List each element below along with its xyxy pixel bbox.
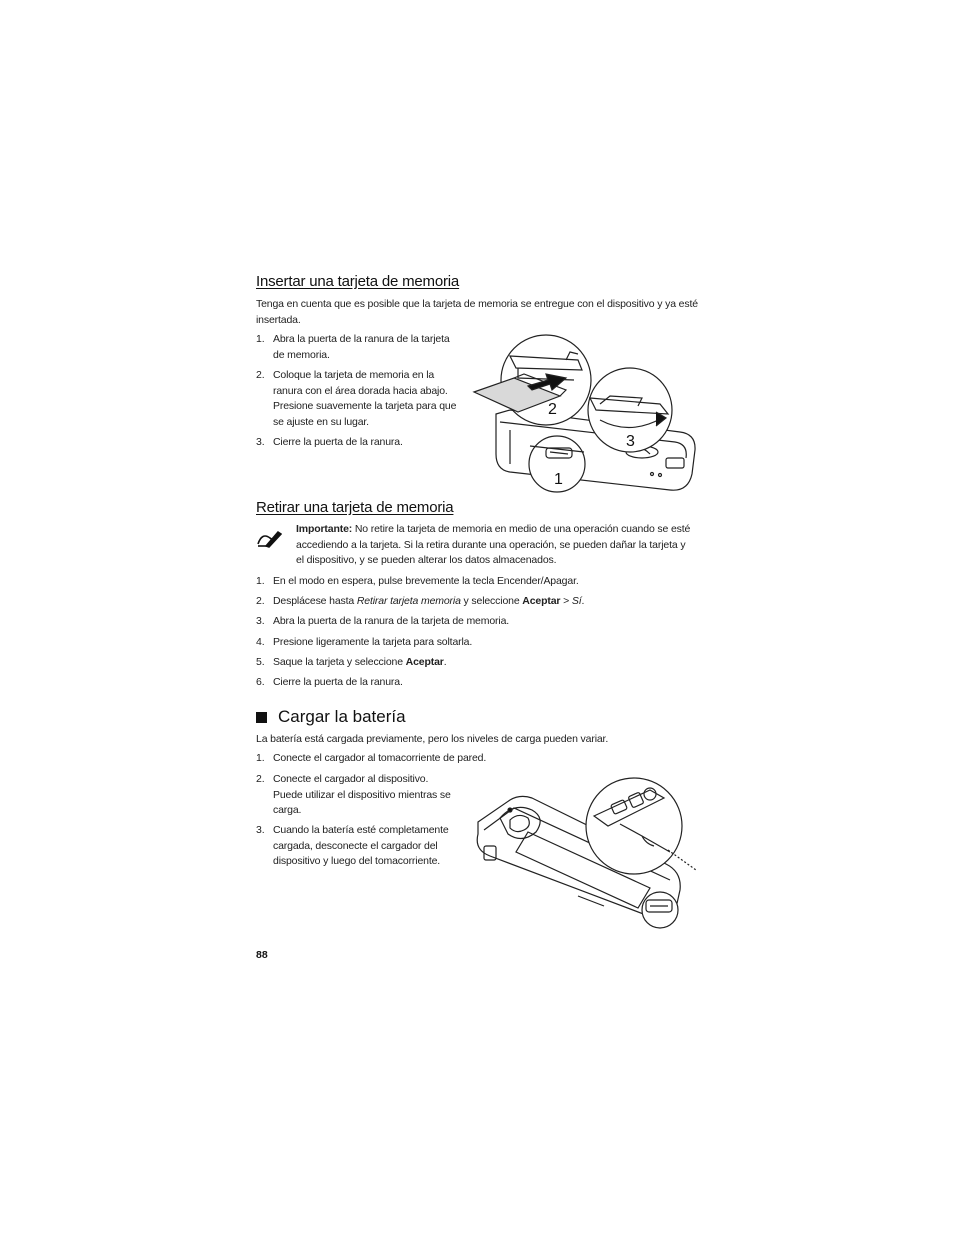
step-text: Abra la puerta de la ranura de la tarjeta de memoria. [273, 615, 510, 627]
remove-step-6 [256, 675, 696, 691]
pen-writing-icon [256, 528, 282, 548]
step-text-part: . [581, 595, 585, 607]
remove-step-4 [256, 635, 696, 651]
step-text [273, 655, 696, 671]
step-number: 2. [256, 773, 265, 785]
step-number: 2. [256, 595, 265, 607]
step-text: Abra la puerta de la ranura de la tarjeta de memoria. [273, 333, 450, 361]
insert-step-1 [256, 332, 456, 363]
insert-card-heading: Insertar una tarjeta de memoria [256, 273, 460, 290]
charge-battery-intro: La batería está cargada previamente, pero los niveles de carga pueden variar. [256, 733, 609, 745]
charge-battery-title: Cargar la batería [278, 707, 406, 726]
step-number: 3. [256, 615, 265, 627]
step-number: 4. [256, 636, 265, 648]
step-number: 1. [256, 333, 265, 345]
memory-card-insertion-illustration [470, 334, 702, 498]
page-number: 88 [256, 949, 268, 961]
step-text-part: > [560, 595, 572, 607]
step-text: Conecte el cargador al tomacorriente de pared. [273, 752, 487, 764]
charge-step-1 [256, 751, 556, 767]
note-label: Importante: [296, 523, 353, 535]
charge-battery-heading [256, 707, 406, 727]
step-text [273, 594, 696, 610]
step-text: Conecte el cargador al dispositivo. Puede utilizar el dispositivo mientras se carga. [273, 773, 451, 817]
softkey-name: Aceptar [522, 595, 561, 607]
insert-step-3 [256, 435, 466, 451]
step-number: 1. [256, 575, 265, 587]
charge-step-3 [256, 823, 466, 870]
important-note [296, 522, 696, 569]
step-text: Presione ligeramente la tarjeta para soltarla. [273, 636, 473, 648]
step-number: 5. [256, 656, 265, 668]
step-number: 3. [256, 824, 265, 836]
remove-step-2 [256, 594, 696, 610]
step-number: 2. [256, 369, 265, 381]
figure-label-3: 3 [626, 433, 635, 450]
insert-card-intro: Tenga en cuenta que es posible que la tarjeta de memoria se entregue con el dispositivo y ya esté insertada. [256, 298, 698, 326]
step-number: 3. [256, 436, 265, 448]
menu-option-name: Sí [571, 595, 582, 607]
softkey-name: Aceptar [405, 656, 444, 668]
remove-step-5 [256, 655, 696, 671]
charge-step-2 [256, 772, 456, 819]
remove-card-heading: Retirar una tarjeta de memoria [256, 499, 454, 516]
note-text: No retire la tarjeta de memoria en medio de una operación cuando se esté accediendo a la tarjeta. Si la retira durante una operación, se pueden dañar la tarjeta y el dispositivo, y se pueden alterar los datos almacenados. [296, 523, 691, 567]
step-number: 1. [256, 752, 265, 764]
charger-connection-illustration [470, 772, 702, 934]
remove-step-1 [256, 574, 696, 590]
insert-step-2 [256, 368, 466, 430]
step-text: Cierre la puerta de la ranura. [273, 436, 403, 448]
step-text-part: Saque la tarjeta y seleccione [273, 656, 406, 668]
step-text-part: Desplácese hasta [273, 595, 357, 607]
figure-label-2: 2 [548, 401, 557, 418]
step-text: Coloque la tarjeta de memoria en la ranura con el área dorada hacia abajo. Presione suavemente la tarjeta para que se ajuste en su lugar. [273, 369, 457, 428]
step-number: 6. [256, 676, 265, 688]
figure-label-1: 1 [554, 471, 563, 488]
step-text: En el modo en espera, pulse brevemente la tecla Encender/Apagar. [273, 575, 579, 587]
black-square-icon [256, 712, 267, 723]
step-text-part: . [443, 656, 447, 668]
step-text: Cuando la batería esté completamente cargada, desconecte el cargador del dispositivo y luego del tomacorriente. [273, 824, 449, 868]
step-text: Cierre la puerta de la ranura. [273, 676, 403, 688]
menu-option-name: Retirar tarjeta memoria [356, 595, 461, 607]
remove-step-3 [256, 614, 696, 630]
step-text-part: y seleccione [460, 595, 523, 607]
